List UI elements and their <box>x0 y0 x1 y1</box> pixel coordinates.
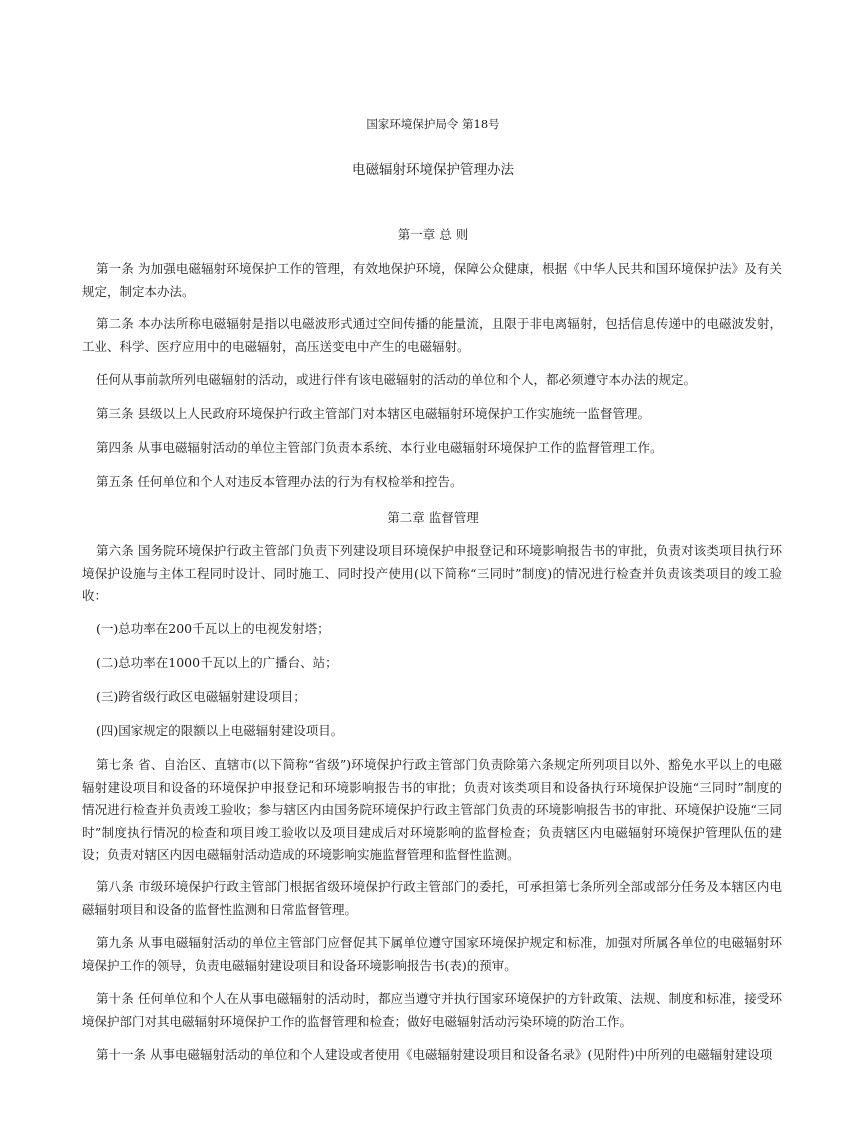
article-3: 第三条 县级以上人民政府环境保护行政主管部门对本辖区电磁辐射环境保护工作实施统一监督管理。 <box>96 406 650 421</box>
document-title: 电磁辐射环境保护管理办法 <box>352 162 514 178</box>
article-6-item-1: (一)总功率在200千瓦以上的电视发射塔； <box>96 621 330 636</box>
article-10: 第十条 任何单位和个人在从事电磁辐射的活动时，都应当遵守并执行国家环境保护的方针政策、法规、制度和标准，接受环境保护部门对其电磁辐射环境保护工作的监督管理和检查；做好电磁辐射活动污染环境的防治工作。 <box>82 991 782 1029</box>
article-7: 第七条 省、自治区、直辖市(以下简称“省级”)环境保护行政主管部门负责除第六条规定所列项目以外、豁免水平以上的电磁辐射建设项目和设备的环境保护申报登记和环境影响报告书的审批；负责对该类项目和设备执行环境保护设施“三同时”制度的情况进行检查并负责竣工验收；参与辖区内由国务院环境保护行政主管部门负责的环境影响报告书的审批、环境保护设施“三同时”制度执行情况的检查和项目竣工验收以及项目建成后对环境影响的监督检查；负责辖区内电磁辐射环境保护管理队伍的建设；负责对辖区内因电磁辐射活动造成的环境影响实施监督管理和监督性监测。 <box>82 757 782 862</box>
article-5: 第五条 任何单位和个人对违反本管理办法的行为有权检举和控告。 <box>96 474 463 489</box>
chapter-2-heading: 第二章 监督管理 <box>387 510 479 525</box>
article-6-item-4: (四)国家规定的限额以上电磁辐射建设项目。 <box>96 723 344 738</box>
chapter-1-heading: 第一章 总 则 <box>397 227 469 242</box>
article-1: 第一条 为加强电磁辐射环境保护工作的管理，有效地保护环境，保障公众健康，根据《中华人民共和国环境保护法》及有关规定，制定本办法。 <box>82 261 782 299</box>
article-6: 第六条 国务院环境保护行政主管部门负责下列建设项目环境保护申报登记和环境影响报告书的审批，负责对该类项目执行环境保护设施与主体工程同时设计、同时施工、同时投产使用(以下简称“三同时”制度)的情况进行检查并负责该类项目的竣工验收： <box>82 543 782 603</box>
decree-number: 国家环境保护局令 第18号 <box>366 117 500 131</box>
article-6-item-3: (三)跨省级行政区电磁辐射建设项目； <box>96 689 306 704</box>
article-4: 第四条 从事电磁辐射活动的单位主管部门负责本系统、本行业电磁辐射环境保护工作的监督管理工作。 <box>96 440 663 455</box>
article-6-item-2: (二)总功率在1000千瓦以上的广播台、站； <box>96 655 338 670</box>
article-2-paragraph-2: 任何从事前款所列电磁辐射的活动，或进行伴有该电磁辐射的活动的单位和个人，都必须遵守本办法的规定。 <box>96 372 697 387</box>
article-2: 第二条 本办法所称电磁辐射是指以电磁波形式通过空间传播的能量流，且限于非电离辐射，包括信息传递中的电磁波发射，工业、科学、医疗应用中的电磁辐射，高压送变电中产生的电磁辐射。 <box>82 316 782 354</box>
article-11: 第十一条 从事电磁辐射活动的单位和个人建设或者使用《电磁辐射建设项目和设备名录》(见附件)中所列的电磁辐射建设项 <box>96 1047 773 1062</box>
article-9: 第九条 从事电磁辐射活动的单位主管部门应督促其下属单位遵守国家环境保护规定和标准，加强对所属各单位的电磁辐射环境保护工作的领导，负责电磁辐射建设项目和设备环境影响报告书(表)的预审。 <box>82 935 782 973</box>
article-8: 第八条 市级环境保护行政主管部门根据省级环境保护行政主管部门的委托，可承担第七条所列全部或部分任务及本辖区内电磁辐射项目和设备的监督性监测和日常监督管理。 <box>82 879 782 917</box>
